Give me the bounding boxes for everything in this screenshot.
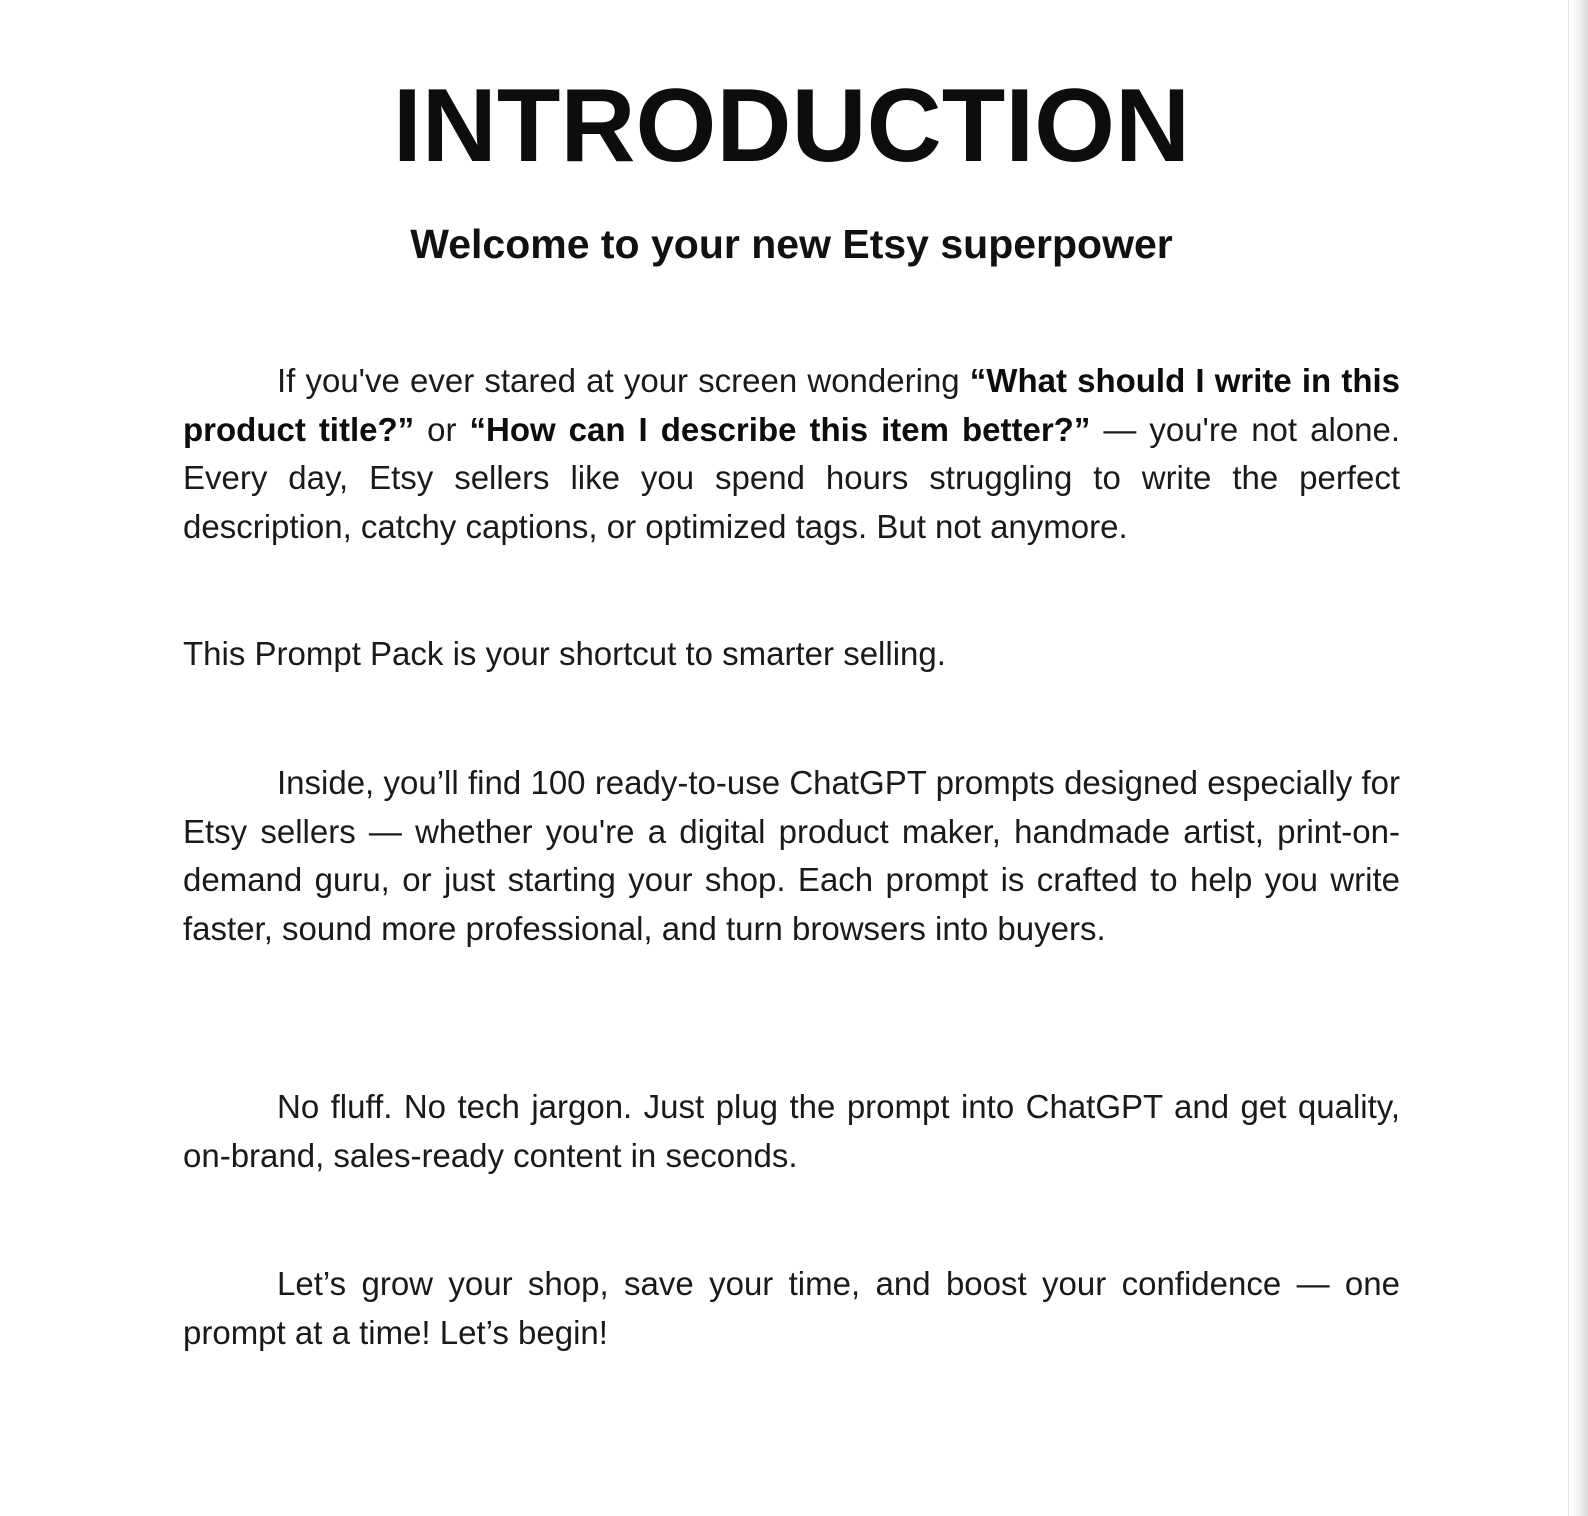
intro-text-b: or — [414, 410, 470, 448]
closing-paragraph: Let’s grow your shop, save your time, and boost your confidence — one prompt at a time! Let’s begin! — [183, 1265, 1400, 1351]
shortcut-paragraph: This Prompt Pack is your shortcut to smarter selling. — [183, 635, 946, 672]
page-title: INTRODUCTION — [392, 68, 1191, 184]
intro-bold-question-describe: “How can I describe this item better?” — [469, 410, 1091, 448]
intro-text-c: — you're not alone. Every day, Etsy sellers like you spend hours struggling to write the perfect description, catchy captions, or optimized tags. But not anymore. — [183, 410, 1400, 545]
no-fluff-paragraph: No fluff. No tech jargon. Just plug the prompt into ChatGPT and get quality, on-brand, sales-ready content in seconds. — [183, 1088, 1400, 1174]
inside-paragraph: Inside, you’ll find 100 ready-to-use ChatGPT prompts designed especially for Etsy sellers — whether you're a digital product maker, handmade artist, print-on-demand guru, or just starting your shop. Each prompt is crafted to help you write faster, sound more professional, and turn browsers into buyers. — [183, 764, 1400, 947]
page-subtitle: Welcome to your new Etsy superpower — [410, 221, 1173, 267]
intro-text-a: If you've ever stared at your screen wondering — [277, 362, 970, 399]
page-edge-scroll-gutter — [1568, 0, 1588, 1516]
intro-bold-question-title: “What should I write in this product title?” — [183, 362, 1400, 448]
intro-paragraph — [183, 357, 1400, 551]
